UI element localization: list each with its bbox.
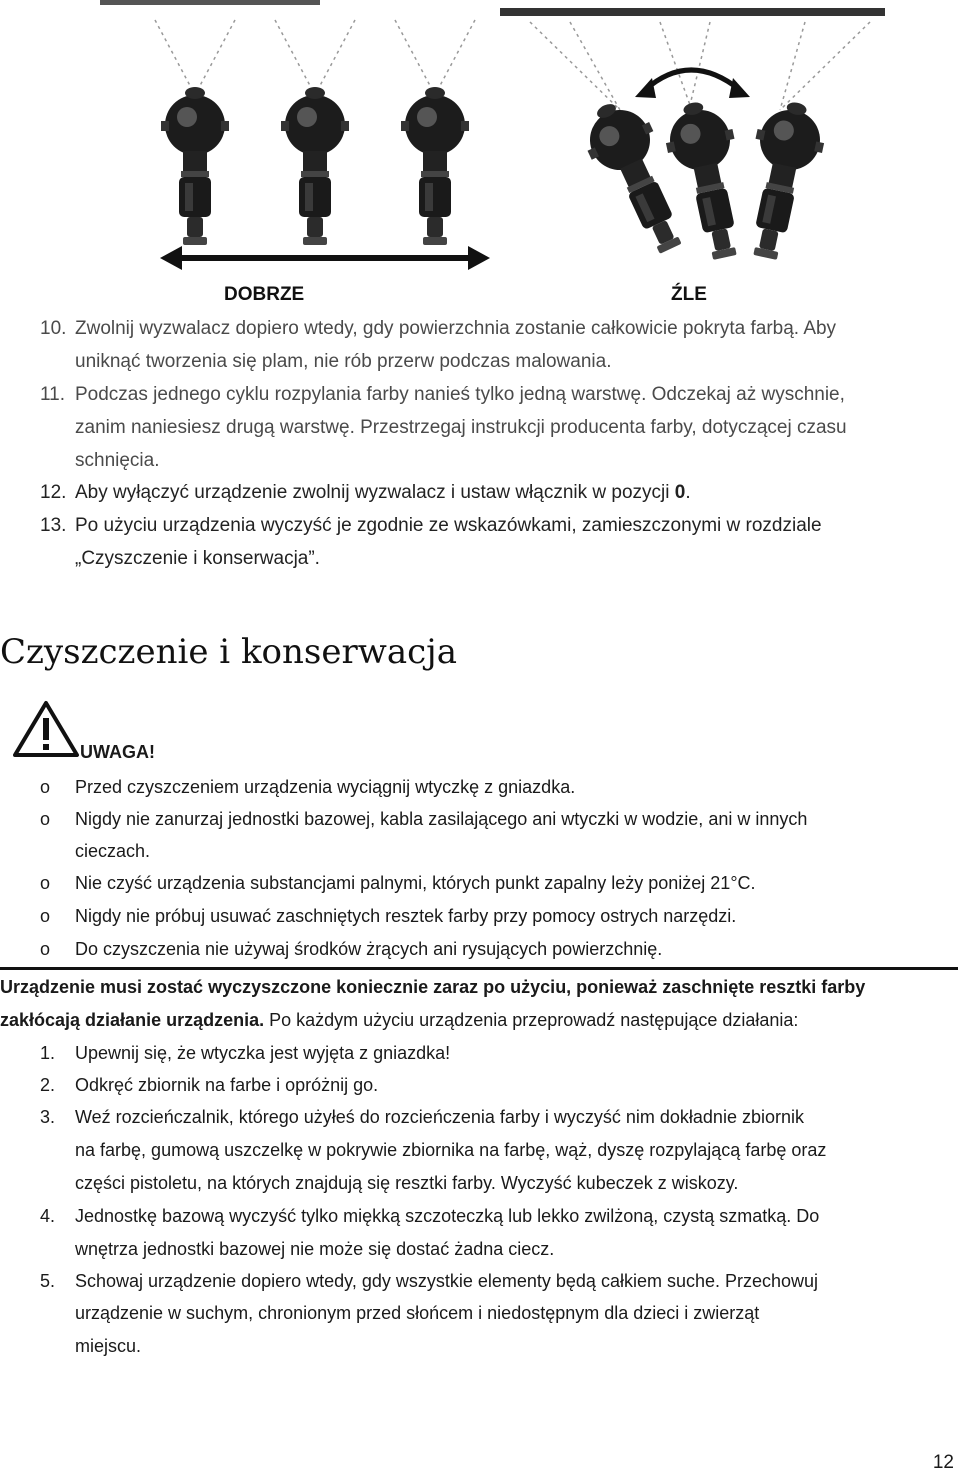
section-title: Czyszczenie i konserwacja [0,632,457,672]
spray-technique-figure [100,0,900,280]
warning-icon [12,700,80,758]
warning-label: UWAGA! [80,742,155,762]
important-text: Urządzenie musi zostać wyczyszczone koniecznie zaraz po użyciu, ponieważ zaschnięte resztki farby [0,977,866,997]
label-good: DOBRZE [224,284,305,305]
page-number: 12 [932,1452,954,1473]
label-bad: ŹLE [671,284,707,305]
important-text-2: zakłócają działanie urządzenia. Po każdym użyciu urządzenia przeprowadź następujące działania: [0,1010,799,1030]
divider [0,967,958,970]
